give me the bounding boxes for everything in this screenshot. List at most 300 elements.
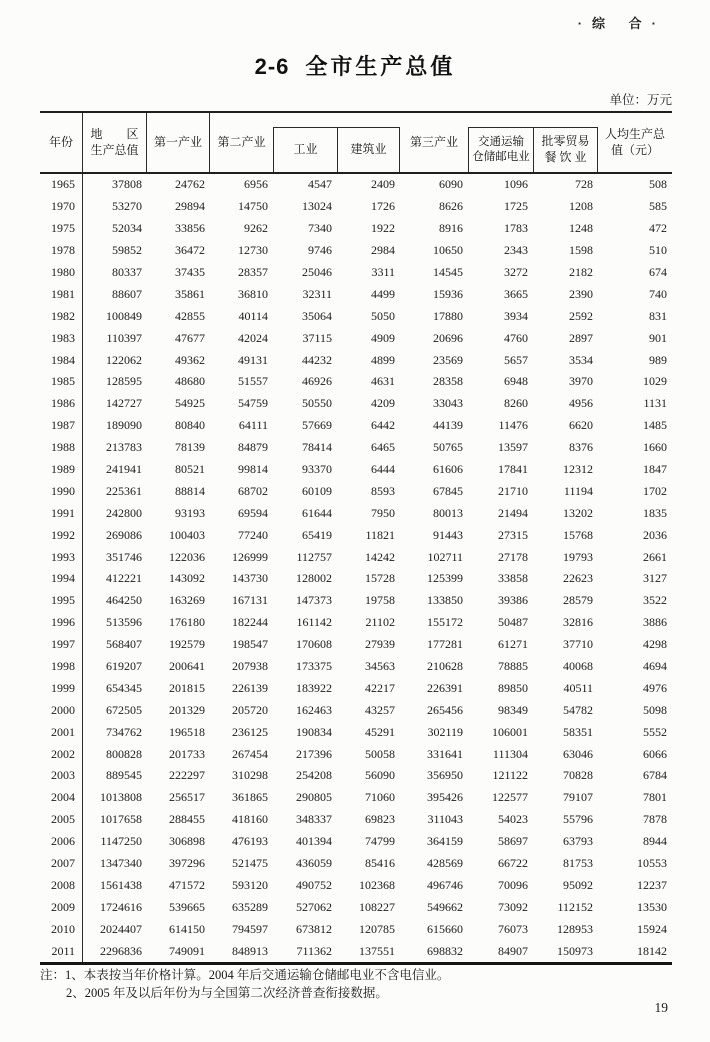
value-cell: 1922 (371, 221, 395, 236)
value-cell: 15924 (637, 921, 667, 936)
year-cell: 1970 (40, 196, 83, 218)
value-cell: 102711 (427, 549, 463, 564)
value-cell: 513596 (106, 615, 142, 630)
col-header-year (40, 113, 83, 172)
value-cell: 21102 (365, 615, 395, 630)
table-title-text: 全市生产总值 (305, 54, 456, 79)
year-cell: 1995 (40, 590, 83, 612)
col-header-secondary-industry (210, 113, 273, 172)
value-cell: 302119 (427, 724, 463, 739)
value-cell: 6066 (643, 746, 667, 761)
value-cell: 77240 (238, 527, 268, 542)
table-row (40, 634, 672, 656)
value-cell: 889545 (106, 768, 142, 783)
value-cell: 14242 (365, 549, 395, 564)
value-cell: 6444 (371, 462, 395, 477)
value-cell: 80840 (175, 418, 205, 433)
table-row (40, 546, 672, 568)
value-cell: 418160 (232, 812, 268, 827)
year-cell: 1991 (40, 502, 83, 524)
value-cell: 6620 (569, 418, 593, 433)
value-cell: 95092 (563, 877, 593, 892)
footnotes (40, 966, 680, 1002)
value-cell: 80337 (112, 265, 142, 279)
table-row (40, 283, 672, 305)
value-cell: 15936 (433, 286, 463, 301)
value-cell: 3534 (569, 352, 593, 367)
year-cell: 1984 (40, 349, 83, 371)
value-cell: 1561438 (100, 877, 142, 892)
value-cell: 27939 (365, 637, 395, 652)
value-cell: 3311 (371, 265, 395, 279)
value-cell: 1783 (504, 221, 528, 236)
value-cell: 37435 (175, 265, 205, 279)
value-cell: 43257 (365, 702, 395, 717)
value-cell: 57669 (302, 418, 332, 433)
year-cell: 1990 (40, 480, 83, 502)
value-cell: 4298 (643, 637, 667, 652)
value-cell: 7340 (308, 221, 332, 236)
value-cell: 34563 (365, 659, 395, 674)
value-cell: 1147250 (100, 834, 142, 849)
value-cell: 1347340 (100, 856, 142, 871)
value-cell: 256517 (169, 790, 205, 805)
table-row (40, 218, 672, 240)
value-cell: 163269 (169, 593, 205, 608)
value-cell: 654345 (106, 680, 142, 695)
value-cell: 52034 (112, 221, 142, 236)
value-cell: 7878 (643, 812, 667, 827)
value-cell: 635289 (232, 899, 268, 914)
value-cell: 93370 (302, 462, 332, 477)
table-row (40, 918, 672, 940)
value-cell: 42855 (175, 308, 205, 323)
value-cell: 2390 (569, 286, 593, 301)
value-cell: 48680 (175, 374, 205, 389)
value-cell: 4547 (308, 177, 332, 192)
value-cell: 173375 (296, 659, 332, 674)
value-cell: 61271 (498, 637, 528, 652)
value-cell: 8916 (439, 221, 463, 236)
value-cell: 397296 (169, 856, 205, 871)
year-cell: 2005 (40, 809, 83, 831)
value-cell: 364159 (427, 834, 463, 849)
value-cell: 32816 (563, 615, 593, 630)
value-cell: 12730 (238, 243, 268, 258)
value-cell: 4976 (643, 680, 667, 695)
column-label: 值（元） (610, 142, 659, 157)
table-row (40, 196, 672, 218)
column-label: 交通运输 (478, 136, 524, 149)
value-cell: 1725 (504, 199, 528, 214)
value-cell: 989 (649, 352, 667, 367)
value-cell: 45291 (365, 724, 395, 739)
value-cell: 61606 (433, 462, 463, 477)
value-cell: 54023 (498, 812, 528, 827)
value-cell: 33043 (433, 396, 463, 411)
value-cell: 740 (649, 286, 667, 301)
value-cell: 2182 (569, 265, 593, 279)
value-cell: 17880 (433, 308, 463, 323)
value-cell: 226139 (232, 680, 268, 695)
value-cell: 53270 (112, 199, 142, 214)
value-cell: 122577 (492, 790, 528, 805)
table-row (40, 721, 672, 743)
value-cell: 412221 (106, 571, 142, 586)
value-cell: 23569 (433, 352, 463, 367)
value-cell: 395426 (427, 790, 463, 805)
table-row (40, 327, 672, 349)
value-cell: 13597 (498, 440, 528, 455)
value-cell: 55796 (563, 812, 593, 827)
value-cell: 128953 (557, 921, 593, 936)
value-cell: 5657 (504, 352, 528, 367)
value-cell: 33856 (175, 221, 205, 236)
value-cell: 1598 (569, 243, 593, 258)
value-cell: 108227 (359, 899, 395, 914)
value-cell: 568407 (106, 637, 142, 652)
value-cell: 614150 (169, 921, 205, 936)
value-cell: 6465 (371, 440, 395, 455)
value-cell: 91443 (433, 527, 463, 542)
value-cell: 464250 (106, 593, 142, 608)
table-row (40, 677, 672, 699)
value-cell: 1724616 (100, 899, 142, 914)
value-cell: 2592 (569, 308, 593, 323)
value-cell: 84879 (238, 440, 268, 455)
value-cell: 19793 (563, 549, 593, 564)
table-row (40, 612, 672, 634)
value-cell: 901 (649, 330, 667, 345)
value-cell: 183922 (296, 680, 332, 695)
gdp-table (40, 111, 672, 965)
value-cell: 56090 (365, 768, 395, 783)
value-cell: 25046 (302, 265, 332, 279)
value-cell: 3970 (569, 374, 593, 389)
year-cell: 2002 (40, 743, 83, 765)
value-cell: 3127 (643, 571, 667, 586)
value-cell: 1013808 (100, 790, 142, 805)
value-cell: 177281 (427, 637, 463, 652)
value-cell: 49362 (175, 352, 205, 367)
year-cell: 1996 (40, 612, 83, 634)
value-cell: 1248 (569, 221, 593, 236)
table-row (40, 393, 672, 415)
value-cell: 2661 (643, 549, 667, 564)
value-cell: 428569 (427, 856, 463, 871)
value-cell: 137551 (359, 943, 395, 958)
table-row (40, 765, 672, 787)
value-cell: 3886 (643, 615, 667, 630)
year-cell: 1997 (40, 634, 83, 656)
table-row (40, 371, 672, 393)
value-cell: 110397 (106, 330, 142, 345)
value-cell: 1131 (643, 396, 667, 411)
value-cell: 47677 (175, 330, 205, 345)
value-cell: 70096 (498, 877, 528, 892)
value-cell: 267454 (232, 746, 268, 761)
value-cell: 27178 (498, 549, 528, 564)
col-header-industry (273, 127, 337, 172)
value-cell: 585 (649, 199, 667, 214)
value-cell: 7950 (371, 505, 395, 520)
value-cell: 167131 (232, 593, 268, 608)
value-cell: 192579 (169, 637, 205, 652)
table-row (40, 240, 672, 262)
value-cell: 66722 (498, 856, 528, 871)
value-cell: 527062 (296, 899, 332, 914)
value-cell: 1485 (643, 418, 667, 433)
value-cell: 5552 (643, 724, 667, 739)
year-cell: 1983 (40, 327, 83, 349)
value-cell: 162463 (296, 702, 332, 717)
value-cell: 70828 (563, 768, 593, 783)
table-row (40, 502, 672, 524)
value-cell: 128595 (106, 374, 142, 389)
value-cell: 848913 (232, 943, 268, 958)
value-cell: 121122 (492, 768, 528, 783)
value-cell: 8260 (504, 396, 528, 411)
value-cell: 65419 (302, 527, 332, 542)
year-cell: 1986 (40, 393, 83, 415)
value-cell: 21494 (498, 505, 528, 520)
value-cell: 226391 (427, 680, 463, 695)
value-cell: 4909 (371, 330, 395, 345)
value-cell: 6784 (643, 768, 667, 783)
value-cell: 112152 (557, 899, 593, 914)
value-cell: 728 (575, 177, 593, 192)
value-cell: 9262 (244, 221, 268, 236)
value-cell: 50058 (365, 746, 395, 761)
section-label: ·综 合· (577, 16, 666, 31)
value-cell: 288455 (169, 812, 205, 827)
value-cell: 111304 (492, 746, 528, 761)
value-cell: 85416 (365, 856, 395, 871)
value-cell: 200641 (169, 659, 205, 674)
value-cell: 22623 (563, 571, 593, 586)
year-cell: 2000 (40, 699, 83, 721)
value-cell: 14545 (433, 265, 463, 279)
value-cell: 46926 (302, 374, 332, 389)
page-title (0, 50, 710, 81)
value-cell: 122036 (169, 549, 205, 564)
value-cell: 102368 (359, 877, 395, 892)
value-cell: 69594 (238, 505, 268, 520)
value-cell: 1726 (371, 199, 395, 214)
value-cell: 28358 (433, 374, 463, 389)
value-cell: 4631 (371, 374, 395, 389)
value-cell: 42217 (365, 680, 395, 695)
value-cell: 2984 (371, 243, 395, 258)
value-cell: 21710 (498, 483, 528, 498)
value-cell: 306898 (169, 834, 205, 849)
value-cell: 207938 (232, 659, 268, 674)
value-cell: 242800 (106, 505, 142, 520)
value-cell: 615660 (427, 921, 463, 936)
year-cell: 1989 (40, 459, 83, 481)
column-label: 人均生产总 (604, 126, 665, 141)
value-cell: 190834 (296, 724, 332, 739)
value-cell: 80013 (433, 505, 463, 520)
value-cell: 37710 (563, 637, 593, 652)
value-cell: 133850 (427, 593, 463, 608)
value-cell: 14750 (238, 199, 268, 214)
value-cell: 182244 (232, 615, 268, 630)
table-body (40, 174, 672, 965)
value-cell: 1660 (643, 440, 667, 455)
value-cell: 6956 (244, 177, 268, 192)
value-cell: 84907 (498, 943, 528, 958)
value-cell: 36472 (175, 243, 205, 258)
value-cell: 1702 (643, 483, 667, 498)
value-cell: 50550 (302, 396, 332, 411)
table-row (40, 459, 672, 481)
value-cell: 80521 (175, 462, 205, 477)
footnote-prefix: 注： (40, 968, 66, 982)
table-row (40, 174, 672, 196)
year-cell: 2009 (40, 896, 83, 918)
value-cell: 201815 (169, 680, 205, 695)
value-cell: 142727 (106, 396, 142, 411)
year-cell: 2004 (40, 787, 83, 809)
value-cell: 4209 (371, 396, 395, 411)
value-cell: 71060 (365, 790, 395, 805)
year-cell: 1998 (40, 656, 83, 678)
value-cell: 201329 (169, 702, 205, 717)
value-cell: 800828 (106, 746, 142, 761)
value-cell: 78414 (302, 440, 332, 455)
value-cell: 331641 (427, 746, 463, 761)
year-cell: 1978 (40, 240, 83, 262)
value-cell: 674 (649, 265, 667, 279)
value-cell: 619207 (106, 659, 142, 674)
table-row (40, 699, 672, 721)
value-cell: 74799 (365, 834, 395, 849)
value-cell: 5050 (371, 308, 395, 323)
table-row (40, 787, 672, 809)
value-cell: 2409 (371, 177, 395, 192)
value-cell: 51557 (238, 374, 268, 389)
year-cell: 1965 (40, 174, 83, 196)
unit-label: 单位：万元 (609, 93, 672, 107)
value-cell: 672505 (106, 702, 142, 717)
value-cell: 205720 (232, 702, 268, 717)
value-cell: 3665 (504, 286, 528, 301)
year-cell: 1975 (40, 218, 83, 240)
column-label: 餐 饮 业 (544, 150, 587, 164)
value-cell: 4956 (569, 396, 593, 411)
column-label: 仓储邮电业 (472, 151, 530, 163)
value-cell: 734762 (106, 724, 142, 739)
value-cell: 4760 (504, 330, 528, 345)
table-row (40, 743, 672, 765)
value-cell: 2036 (643, 527, 667, 542)
value-cell: 539665 (169, 899, 205, 914)
value-cell: 35064 (302, 308, 332, 323)
value-cell: 11476 (498, 418, 528, 433)
value-cell: 213783 (106, 440, 142, 455)
value-cell: 54782 (563, 702, 593, 717)
table-row (40, 349, 672, 371)
table-row (40, 590, 672, 612)
value-cell: 69823 (365, 812, 395, 827)
value-cell: 32311 (302, 286, 332, 301)
table-row (40, 809, 672, 831)
value-cell: 698832 (427, 943, 463, 958)
value-cell: 73092 (498, 899, 528, 914)
value-cell: 673812 (296, 921, 332, 936)
year-cell: 2011 (40, 940, 83, 962)
column-label: 批零贸易 (541, 134, 590, 149)
value-cell: 508 (649, 177, 667, 192)
value-cell: 490752 (296, 877, 332, 892)
value-cell: 356950 (427, 768, 463, 783)
year-cell: 1987 (40, 415, 83, 437)
value-cell: 170608 (296, 637, 332, 652)
value-cell: 58697 (498, 834, 528, 849)
value-cell: 521475 (232, 856, 268, 871)
value-cell: 150973 (557, 943, 593, 958)
value-cell: 241941 (106, 462, 142, 477)
value-cell: 147373 (296, 593, 332, 608)
value-cell: 99814 (238, 462, 268, 477)
value-cell: 361865 (232, 790, 268, 805)
footnote-1 (40, 966, 680, 984)
value-cell: 471572 (169, 877, 205, 892)
value-cell: 401394 (296, 834, 332, 849)
value-cell: 2296836 (100, 943, 142, 958)
table-row (40, 831, 672, 853)
value-cell: 5098 (643, 702, 667, 717)
value-cell: 49131 (238, 352, 268, 367)
value-cell: 6442 (371, 418, 395, 433)
value-cell: 8944 (643, 834, 667, 849)
year-cell: 2008 (40, 875, 83, 897)
table-header-row (40, 111, 672, 174)
value-cell: 269086 (106, 527, 142, 542)
value-cell: 2897 (569, 330, 593, 345)
col-header-primary-industry (147, 113, 210, 172)
value-cell: 711362 (296, 943, 332, 958)
value-cell: 3272 (504, 265, 528, 279)
value-cell: 4899 (371, 352, 395, 367)
value-cell: 510 (649, 243, 667, 258)
year-cell: 2010 (40, 918, 83, 940)
value-cell: 210628 (427, 659, 463, 674)
value-cell: 98349 (498, 702, 528, 717)
value-cell: 8376 (569, 440, 593, 455)
value-cell: 348337 (296, 812, 332, 827)
value-cell: 176180 (169, 615, 205, 630)
value-cell: 88814 (175, 483, 205, 498)
value-cell: 78139 (175, 440, 205, 455)
value-cell: 2024407 (100, 921, 142, 936)
value-cell: 10553 (637, 856, 667, 871)
value-cell: 13024 (302, 199, 332, 214)
year-cell: 1999 (40, 677, 83, 699)
value-cell: 794597 (232, 921, 268, 936)
value-cell: 593120 (232, 877, 268, 892)
footnote-text: 1、本表按当年价格计算。2004 年后交通运输仓储邮电业不含电信业。 (65, 968, 450, 982)
value-cell: 225361 (106, 483, 142, 498)
value-cell: 310298 (232, 768, 268, 783)
column-label: 地 区 (90, 126, 139, 141)
value-cell: 100403 (169, 527, 205, 542)
column-label: 第二产业 (217, 134, 266, 149)
value-cell: 89850 (498, 680, 528, 695)
page-number: 19 (654, 1000, 668, 1015)
value-cell: 40068 (563, 659, 593, 674)
